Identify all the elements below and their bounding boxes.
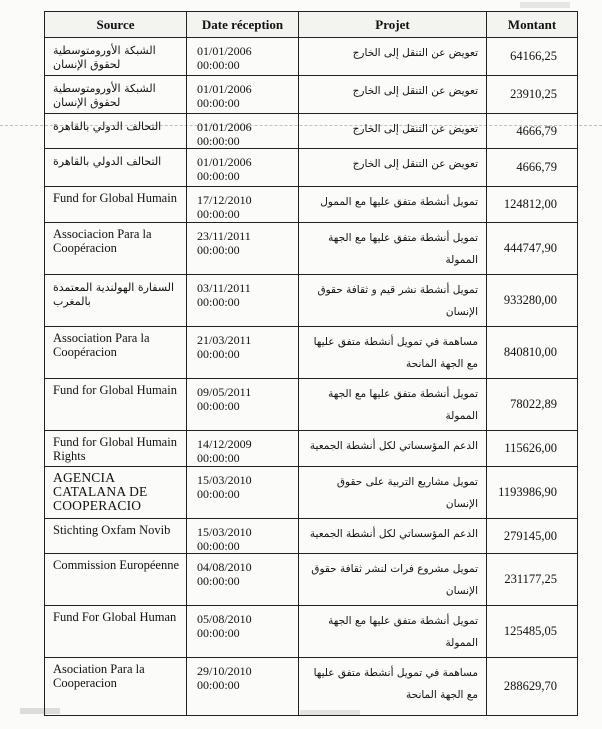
cell-projet: [299, 38, 487, 76]
table-row: [45, 275, 578, 327]
table-row: [45, 658, 578, 716]
cell-projet: [299, 431, 487, 467]
cell-date-text: 23/11/2011 00:00:00: [197, 229, 251, 257]
funding-table: [44, 11, 578, 716]
cell-date: [187, 658, 299, 716]
cell-projet: [299, 223, 487, 275]
cell-source: [45, 223, 187, 275]
cell-montant-text: 115626,00: [504, 441, 557, 455]
cell-date: [187, 114, 299, 149]
cell-montant-text: 78022,89: [510, 397, 557, 411]
cell-montant: [487, 275, 578, 327]
table-row: [45, 223, 578, 275]
header-source: Source: [45, 12, 187, 38]
table-row: [45, 519, 578, 554]
cell-montant: [487, 38, 578, 76]
cell-source-text: Commission Européenne: [53, 558, 180, 572]
cell-date-text: 01/01/2006 00:00:00: [197, 44, 252, 72]
cell-projet: [299, 658, 487, 716]
cell-projet-text: تمويل أنشطة متفق عليها مع الجهة الممولة: [328, 232, 478, 266]
cell-projet-text: تعويض عن التنقل إلى الخارج: [352, 123, 478, 135]
cell-source-text: الشبكة الأورومتوسطية لحقوق الإنسان: [53, 82, 156, 109]
cell-projet-text: تمويل مشروع فرات لنشر ثقافة حقوق الإنسان: [311, 563, 478, 597]
table-row: [45, 554, 578, 606]
cell-date-text: 09/05/2011 00:00:00: [197, 385, 252, 413]
cell-montant: [487, 223, 578, 275]
cell-montant-text: 64166,25: [510, 49, 557, 63]
cell-projet-text: تعويض عن التنقل إلى الخارج: [352, 47, 478, 59]
table-row: [45, 149, 578, 187]
cell-date: [187, 606, 299, 658]
cell-projet-text: تمويل أنشطة متفق عليها مع الجهة الممولة: [328, 388, 478, 422]
cell-source-text: Fund For Global Human: [53, 610, 177, 624]
cell-projet-text: الدعم المؤسساتي لكل أنشطة الجمعية: [309, 440, 478, 452]
cell-projet-text: تمويل أنشطة متفق عليها مع الممول: [320, 196, 478, 208]
cell-source: [45, 379, 187, 431]
cell-montant-text: 1193986,90: [498, 485, 557, 499]
cell-source-text: التحالف الدولي بالقاهرة: [53, 120, 162, 133]
cell-source: [45, 275, 187, 327]
cell-source: [45, 554, 187, 606]
cell-montant-text: 124812,00: [503, 197, 557, 211]
cell-source: [45, 149, 187, 187]
cell-source: [45, 658, 187, 716]
cell-montant-text: 4666,79: [516, 123, 557, 138]
cell-date: [187, 149, 299, 187]
cell-date: [187, 379, 299, 431]
cell-montant-text: 125485,05: [503, 624, 557, 638]
cell-montant: [487, 658, 578, 716]
cell-source-text: Fund for Global Humain: [53, 383, 177, 397]
table-row: [45, 327, 578, 379]
table-row: [45, 187, 578, 223]
cell-montant: [487, 554, 578, 606]
cell-date-text: 15/03/2010 00:00:00: [197, 525, 252, 553]
cell-montant: [487, 519, 578, 554]
cell-projet: [299, 467, 487, 519]
cell-montant: [487, 606, 578, 658]
cell-date-text: 17/12/2010 00:00:00: [197, 193, 252, 221]
cell-source-text: AGENCIA CATALANA DE COOPERACIO: [53, 470, 148, 513]
cell-date: [187, 554, 299, 606]
cell-date: [187, 76, 299, 114]
cell-montant: [487, 327, 578, 379]
table-row: [45, 467, 578, 519]
cell-date: [187, 519, 299, 554]
cell-source-text: Stichting Oxfam Novib: [53, 523, 171, 537]
cell-montant: [487, 187, 578, 223]
cell-date-text: 01/01/2006 00:00:00: [197, 120, 252, 148]
cell-montant-text: 288629,70: [503, 679, 557, 693]
cell-date-text: 05/08/2010 00:00:00: [197, 612, 252, 640]
cell-montant: [487, 114, 578, 149]
cell-montant-text: 933280,00: [503, 293, 557, 307]
header-date: Date réception: [187, 12, 299, 38]
table-row: [45, 114, 578, 149]
cell-montant-text: 4666,79: [516, 160, 557, 174]
cell-source: [45, 327, 187, 379]
cell-projet: [299, 379, 487, 431]
cell-date-text: 01/01/2006 00:00:00: [197, 82, 252, 110]
cell-source: [45, 76, 187, 114]
cell-montant-text: 840810,00: [503, 345, 557, 359]
cell-source-text: Asociation Para la Cooperacion: [53, 662, 145, 690]
cell-source-text: السفارة الهولندية المعتمدة بالمغرب: [53, 281, 175, 308]
cell-date-text: 01/01/2006 00:00:00: [197, 155, 252, 183]
cell-source: [45, 38, 187, 76]
cell-projet-text: تمويل أنشطة نشر قيم و ثقافة حقوق الإنسان: [317, 284, 478, 318]
cell-source-text: Fund for Global Humain Rights: [53, 435, 177, 463]
cell-projet-text: تمويل مشاريع التربية على حقوق الإنسان: [336, 476, 478, 510]
table-row: [45, 38, 578, 76]
cell-montant: [487, 431, 578, 467]
cell-projet: [299, 275, 487, 327]
cell-projet: [299, 519, 487, 554]
cell-date-text: 29/10/2010 00:00:00: [197, 664, 252, 692]
cell-projet: [299, 187, 487, 223]
cell-source-text: Fund for Global Humain: [53, 191, 177, 205]
cell-source-text: Association Para la Coopéracion: [53, 331, 150, 359]
cell-source: [45, 519, 187, 554]
cell-date: [187, 327, 299, 379]
cell-montant-text: 23910,25: [510, 87, 557, 101]
cell-montant: [487, 149, 578, 187]
cell-projet: [299, 114, 487, 149]
cell-projet: [299, 149, 487, 187]
cell-date-text: 21/03/2011 00:00:00: [197, 333, 252, 361]
cell-source: [45, 114, 187, 149]
cell-projet-text: مساهمة في تمويل أنشطة متفق عليها مع الجهة المانحة: [313, 336, 478, 370]
cell-source-text: Associacion Para la Coopéracion: [53, 227, 152, 255]
header-projet: Projet: [299, 12, 487, 38]
cell-projet-text: مساهمة في تمويل أنشطة متفق عليها مع الجهة المانحة: [313, 667, 478, 701]
cell-date-text: 04/08/2010 00:00:00: [197, 560, 252, 588]
cell-montant: [487, 76, 578, 114]
cell-source: [45, 467, 187, 519]
table-row: [45, 379, 578, 431]
cell-projet-text: تعويض عن التنقل إلى الخارج: [352, 158, 478, 170]
table-row: [45, 431, 578, 467]
cell-source: [45, 606, 187, 658]
cell-date: [187, 275, 299, 327]
cell-projet-text: الدعم المؤسساتي لكل أنشطة الجمعية: [309, 528, 478, 540]
cell-date: [187, 431, 299, 467]
cell-projet: [299, 606, 487, 658]
table-header-row: [45, 12, 578, 38]
cell-montant-text: 279145,00: [503, 528, 557, 543]
cell-projet: [299, 76, 487, 114]
cell-source: [45, 431, 187, 467]
scan-noise: [520, 2, 570, 8]
cell-projet: [299, 554, 487, 606]
table-row: [45, 606, 578, 658]
cell-montant: [487, 467, 578, 519]
cell-projet-text: تمويل أنشطة متفق عليها مع الجهة الممولة: [328, 615, 478, 649]
cell-date-text: 15/03/2010 00:00:00: [197, 473, 252, 501]
cell-projet: [299, 327, 487, 379]
cell-date: [187, 223, 299, 275]
cell-montant-text: 444747,90: [503, 241, 557, 255]
cell-source-text: التحالف الدولي بالقاهرة: [53, 155, 162, 168]
table-row: [45, 76, 578, 114]
cell-date-text: 14/12/2009 00:00:00: [197, 437, 252, 465]
cell-projet-text: تعويض عن التنقل إلى الخارج: [352, 85, 478, 97]
cell-montant-text: 231177,25: [504, 572, 557, 586]
cell-montant: [487, 379, 578, 431]
cell-source: [45, 187, 187, 223]
cell-date: [187, 38, 299, 76]
cell-date: [187, 467, 299, 519]
cell-date: [187, 187, 299, 223]
cell-date-text: 03/11/2011 00:00:00: [197, 281, 251, 309]
header-montant: Montant: [487, 12, 578, 38]
cell-source-text: الشبكة الأورومتوسطية لحقوق الإنسان: [53, 44, 156, 71]
